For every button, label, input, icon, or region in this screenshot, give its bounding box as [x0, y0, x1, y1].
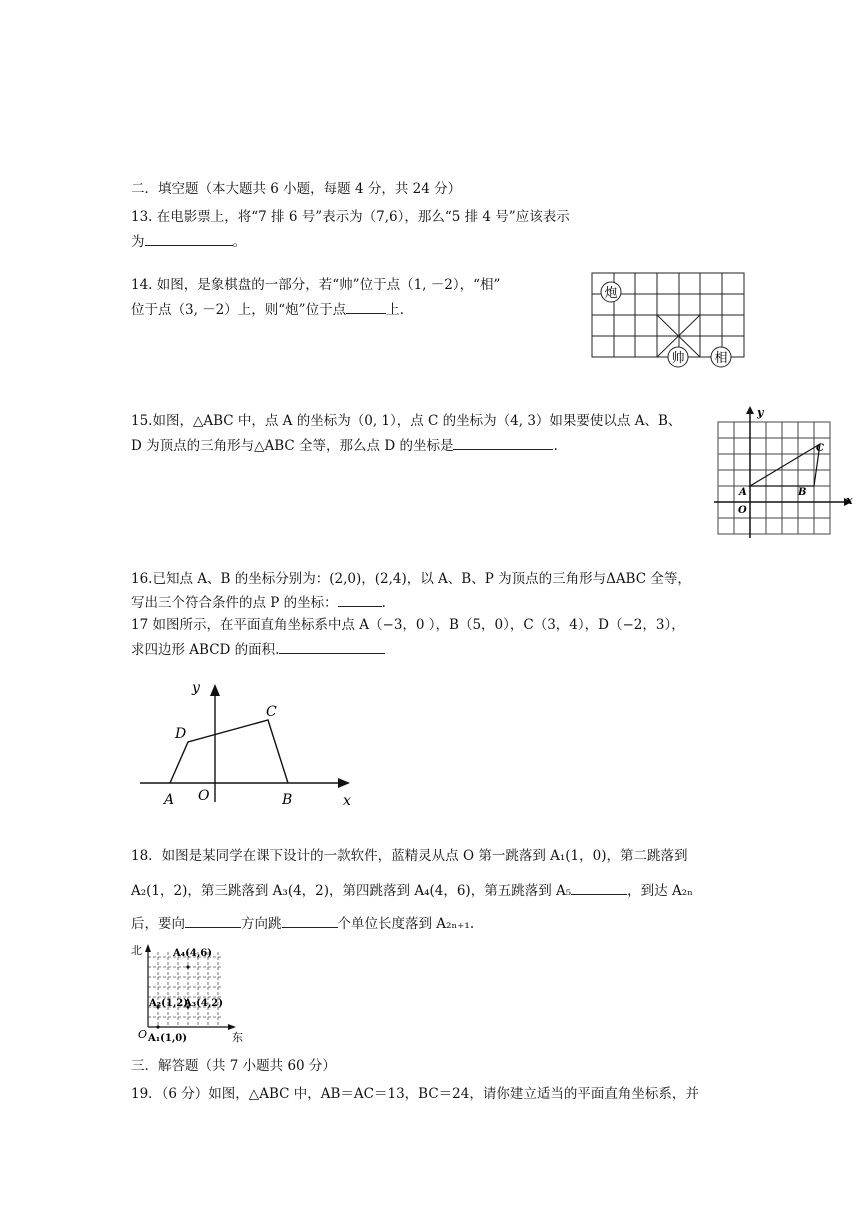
q14-suffix: 上. — [386, 302, 404, 318]
q15-answer-blank[interactable] — [453, 436, 553, 450]
q15-label-a: A — [739, 487, 747, 498]
q16-suffix: . — [381, 595, 386, 611]
q16-prefix: 写出三个符合条件的点 P 的坐标： — [131, 595, 338, 611]
section-2-heading: 二．填空题（本大题共 6 小题，每题 4 分，共 24 分） — [131, 181, 462, 197]
q18-line-3-part-b: 方向跳 — [241, 916, 282, 932]
q15-label-o: O — [738, 505, 747, 516]
svg-text:相: 相 — [714, 351, 728, 366]
q16-answer-blank[interactable] — [338, 593, 382, 607]
q14-line-1: 14. 如图，是象棋盘的一部分，若“帅”位于点（1, －2），“相” — [131, 277, 501, 293]
q15-line-1: 15.如图，△ABC 中，点 A 的坐标为（0, 1），点 C 的坐标为（4, 3）如果要使以点 A、B、 — [131, 413, 682, 429]
svg-text:炮: 炮 — [604, 286, 618, 301]
q18-a3-label: A₃(4,2) — [184, 998, 223, 1009]
chess-board-figure — [589, 268, 749, 368]
q17-line-2 — [131, 640, 385, 659]
q14-answer-blank[interactable] — [346, 300, 386, 314]
q17-label-d: D — [175, 726, 187, 742]
q13-answer-blank[interactable] — [145, 232, 233, 246]
q18-distance-blank[interactable] — [282, 914, 338, 928]
q18-jump-figure — [128, 940, 258, 1050]
q13-prefix: 为 — [131, 234, 145, 250]
q15-prefix: D 为顶点的三角形与△ABC 全等，那么点 D 的坐标是 — [131, 438, 454, 454]
q14-prefix: 位于点（3, －2）上，则“炮”位于点 — [131, 302, 347, 318]
q18-line-2 — [131, 881, 693, 900]
q15-triangle-figure — [712, 402, 852, 542]
q15-label-c: C — [816, 443, 824, 454]
q14-line-2 — [131, 300, 404, 319]
q18-a2-label: A₂(1,2) — [149, 998, 188, 1009]
q18-north-label: 北 — [131, 944, 142, 957]
q18-a4-label: A₄(4,6) — [173, 948, 212, 959]
q17-y-label: y — [192, 680, 200, 696]
svg-text:帅: 帅 — [671, 351, 685, 366]
q17-label-a: A — [164, 792, 175, 808]
q18-a1-label: A₁(1,0) — [148, 1033, 187, 1044]
q13-line-1: 13. 在电影票上，将“7 排 6 号”表示为（7,6），那么“5 排 4 号”应该表示 — [131, 209, 570, 225]
q15-x-label: x — [846, 494, 853, 507]
q17-label-c: C — [266, 704, 277, 720]
q18-direction-blank[interactable] — [185, 914, 241, 928]
q17-x-label: x — [343, 793, 351, 809]
q17-prefix: 求四边形 ABCD 的面积. — [131, 642, 280, 658]
xiang-piece — [711, 347, 731, 367]
q15-suffix: . — [553, 438, 558, 454]
q17-quadrilateral-figure — [140, 680, 370, 810]
q15-y-label: y — [757, 406, 764, 419]
q15-line-2 — [131, 436, 558, 455]
section-3-heading: 三．解答题（共 7 小题共 60 分） — [131, 1058, 336, 1074]
q17-answer-blank[interactable] — [279, 640, 385, 654]
q18-line-3 — [131, 914, 474, 933]
q15-label-b: B — [798, 487, 807, 498]
shuai-piece — [668, 347, 688, 367]
q17-label-b: B — [282, 792, 293, 808]
q19-line-1: 19．（6 分）如图，△ABC 中，AB＝AC＝13，BC＝24，请你建立适当的平面直角坐标系，并 — [131, 1086, 699, 1102]
q18-origin-label: O — [138, 1028, 148, 1041]
q18-east-label: 东 — [232, 1031, 243, 1044]
q18-line-3-part-a: 后，要向 — [131, 916, 185, 932]
q18-line-2-part-a: A₂(1，2)，第三跳落到 A₃(4，2)，第四跳落到 A₄(4，6)，第五跳落到 A₅ — [131, 883, 572, 899]
q13-suffix: 。 — [232, 234, 246, 250]
q18-line-2-part-b: ，到达 A₂ₙ — [627, 883, 693, 899]
q13-line-2 — [131, 232, 246, 251]
q16-line-2 — [131, 593, 386, 612]
q18-line-1: 18．如图是某同学在课下设计的一款软件，蓝精灵从点 O 第一跳落到 A₁(1，0)，第二跳落到 — [131, 848, 688, 864]
q16-line-1: 16.已知点 A、B 的坐标分别为：(2,0)，(2,4)，以 A、B、P 为顶点的三角形与ΔABC 全等， — [131, 571, 691, 587]
q18-a5-blank[interactable] — [571, 881, 627, 895]
q17-label-o: O — [198, 788, 210, 804]
q18-line-3-part-c: 个单位长度落到 A₂ₙ₊₁. — [337, 916, 475, 932]
pao-piece — [601, 282, 621, 302]
q17-line-1: 17 如图所示，在平面直角坐标系中点 A（−3，0 ），B（5，0），C（3，4），D（−2，3）， — [131, 617, 685, 633]
